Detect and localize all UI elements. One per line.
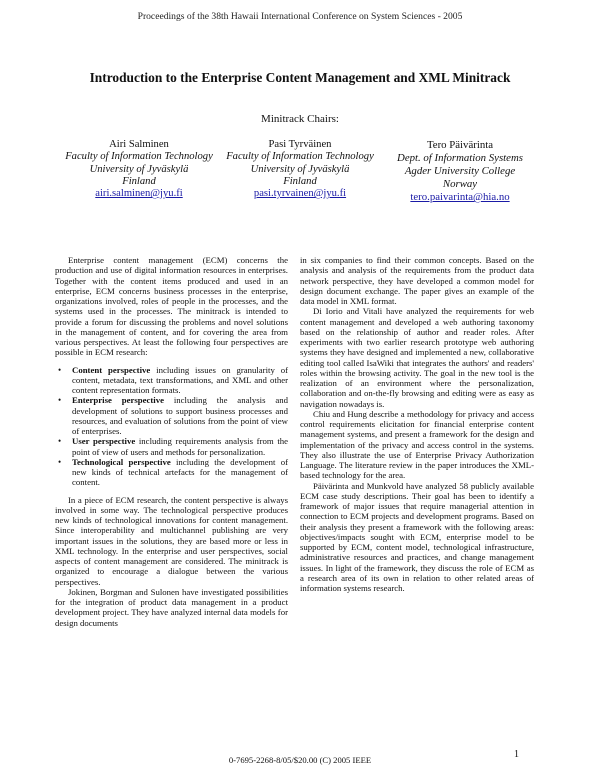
author-block-3 bbox=[374, 139, 546, 204]
author-affiliation-line: Agder University College bbox=[404, 165, 516, 177]
body-paragraph: in six companies to find their common concepts. Based on the analysis and analysis of the requirements from the product data network perspective, they have developed a common model for design document exchange. The paper gives an example of the data model in XML format. bbox=[300, 255, 534, 306]
body-paragraph: Chiu and Hung describe a methodology for privacy and access control requirements elicitation for financial enterprise content management systems, and present a framework for the design and implementation of the privacy and access control in the systems. They also illustrate the use of Enterprise Privacy Authorization Language. The literature review in the paper introduces the XML-based technology for the area. bbox=[300, 408, 534, 481]
bullet-text: including the analysis and development of solutions to support business processes and resources, and evaluation of solutions from the point of view of enterprises. bbox=[72, 395, 288, 436]
author-name: Tero Päivärinta bbox=[426, 139, 494, 151]
right-column bbox=[300, 255, 534, 593]
body-paragraph: Di Iorio and Vitali have analyzed the requirements for web content management and developed a web authoring taxonomy based on the relationship of author and reader roles. After experiments with two earlier research prototype web authoring systems they have designed and implemented a new, collaborative editing tool called IsaWiki that integrates the authors' and readers' roles within the browsing activity. The goal in the new tool is the realization of an environment where the personalization, collaboration and on-the-fly browsing and editing were as easy as navigation nowadays is. bbox=[300, 306, 534, 409]
list-item bbox=[72, 436, 288, 457]
body-paragraph: In a piece of ECM research, the content perspective is always involved in some way. The technological perspective produces new kinds of technological innovations for content management. Since interoperability and multichannel publishing are very important issues in the solutions, they are based more or less in XML technology. In the enterprise and user perspectives, social aspects of content management are considered. The minitrack is organized to encourage a dialogue between the various perspectives. bbox=[55, 494, 288, 587]
bullet-text: including issues on granularity of content, metadata, text transformations, and XML and other content representation formats. bbox=[72, 364, 288, 395]
copyright-footer: 0-7695-2268-8/05/$20.00 (C) 2005 IEEE bbox=[228, 755, 372, 765]
bullet-term: User perspective bbox=[72, 436, 136, 447]
author-affiliation-line: University of Jyväskylä bbox=[250, 163, 350, 175]
perspectives-list bbox=[55, 365, 288, 488]
list-item bbox=[72, 395, 288, 436]
left-column bbox=[55, 255, 288, 628]
bullet-term: Content perspective bbox=[72, 364, 151, 375]
bullet-text: including the development of new kinds of technical artefacts for the management of content. bbox=[72, 456, 288, 488]
author-email-link[interactable]: airi.salminen@jyu.fi bbox=[95, 188, 183, 200]
bullet-text: including requirements analysis from the point of view of users and methods for personalization. bbox=[72, 436, 289, 457]
author-affiliation-line: Faculty of Information Technology bbox=[226, 151, 374, 163]
author-affiliation-line: University of Jyväskylä bbox=[89, 163, 189, 175]
paper-title: Introduction to the Enterprise Content Management and XML Minitrack bbox=[89, 70, 511, 85]
bullet-term: Technological perspective bbox=[72, 456, 171, 467]
body-paragraph: Päivärinta and Munkvold have analyzed 58 publicly available ECM case study descriptions. Their goal has been to identify a framework of major issues that require managerial attention in connection to ECM projects and development programs. Based on their analysis they present a framework with the following areas: objectives/impacts sought with ECM, enterprise model to be supported by ECM, content model, technological infrastructure, administrative resources and practices, and change management issues. In light of the framework, they discuss the role of ECM as a research area of its own in relation to other related areas of information systems research. bbox=[300, 480, 534, 593]
author-block-1 bbox=[58, 139, 220, 200]
author-affiliation-line: Dept. of Information Systems bbox=[397, 152, 523, 164]
bullet-term: Enterprise perspective bbox=[72, 395, 164, 406]
page-number: 1 bbox=[514, 749, 519, 760]
author-affiliation-line: Finland bbox=[283, 175, 317, 187]
chairs-label: Minitrack Chairs: bbox=[261, 113, 339, 125]
author-block-2 bbox=[217, 139, 383, 200]
list-item bbox=[72, 365, 288, 396]
intro-paragraph: Enterprise content management (ECM) concerns the production and use of digital information resources in enterprises. Together with the content items produced and used in an enterprise, ECM concerns business processes in the enterprise, organizations involved, roles of people in the processes, and the systems used in the processes. The minitrack is intended to provide a forum for discussing the problems and novel solutions in the management of content, and for covering the area from various perspectives. At least the following four perspectives are possible in ECM research: bbox=[55, 255, 288, 358]
author-name: Airi Salminen bbox=[109, 139, 169, 150]
author-affiliation-line: Norway bbox=[442, 178, 478, 190]
author-email-link[interactable]: pasi.tyrvainen@jyu.fi bbox=[253, 188, 347, 200]
author-affiliation-line: Finland bbox=[122, 175, 156, 187]
body-paragraph: Jokinen, Borgman and Sulonen have investigated possibilities for the integration of product data management in a product development project. They have analyzed internal data models for design documents bbox=[55, 586, 288, 628]
author-email-link[interactable]: tero.paivarinta@hia.no bbox=[410, 191, 510, 203]
author-affiliation-line: Faculty of Information Technology bbox=[65, 151, 213, 163]
list-item bbox=[72, 457, 288, 488]
author-name: Pasi Tyrväinen bbox=[268, 139, 332, 150]
running-header: Proceedings of the 38th Hawaii International Conference on System Sciences - 2005 bbox=[137, 11, 463, 22]
